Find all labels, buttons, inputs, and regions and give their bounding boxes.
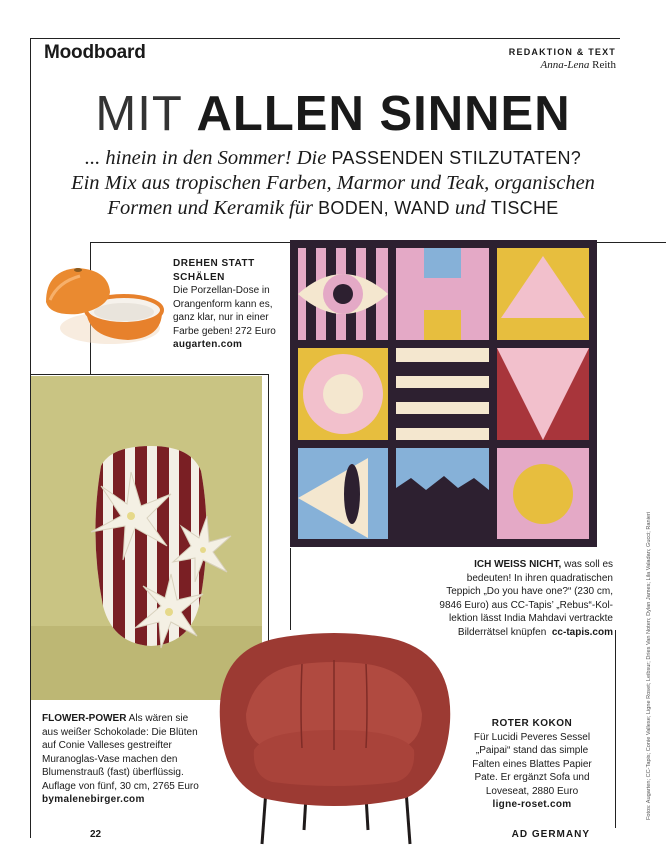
caption-vase: FLOWER-POWER Als wären sie aus weißer Schokolade: Die Blüten auf Conie Valleses gestreifter Muranoglas-Vase machen den Blumenstrauß (fast) überflüssig. Auflage von fünf, 30 cm, 2765 Euro bymalenebirger.com: [42, 712, 202, 807]
section-label: Moodboard: [44, 42, 146, 63]
headline-bold: ALLEN SINNEN: [196, 87, 571, 141]
deck-text: ... hinein in den Sommer! Die PASSENDEN STILZUTATEN? Ein Mix aus tropischen Farben, Marmor und Teak, organischen Formen und Keramik für BODEN, WAND und TISCHE: [71, 147, 595, 219]
page-headline: [0, 86, 666, 142]
rug-url[interactable]: cc-tapis.com: [551, 626, 613, 638]
top-rule: [30, 38, 620, 39]
headline-light: MIT: [95, 87, 182, 141]
caption-rug: ICH WEISS NICHT, was soll es bedeuten! In ihren quadratischen Teppich „Do you have one?“ (230 cm, 9846 Euro) aus CC-Tapis’ „Rebus“-Kol- lektion lässt India Mahdavi vertrackte Bilderrätsel knüpfen cc-tapis.com: [439, 559, 613, 638]
orange-box-bottom-rule: [31, 374, 269, 375]
author-credit: [509, 46, 616, 72]
magazine-name: AD GERMANY: [511, 829, 590, 840]
paipai-armchair-image: [206, 630, 461, 850]
orange-url[interactable]: augarten.com: [173, 339, 243, 350]
photo-credits: Fotos: Augarten; CC-Tapis; Conie Vallese; Ligne Roset; Leibsur; Dries Van Noten; Dylan James; Lila Valadan; Gucci; Ranieri: [646, 511, 652, 820]
chair-box-rule: [615, 630, 616, 828]
vase-url[interactable]: bymalenebirger.com: [42, 794, 145, 805]
orange-porcelain-box-image: [38, 262, 168, 352]
rebus-rug-image: [290, 240, 597, 547]
page-number: 22: [90, 829, 102, 840]
chair-url[interactable]: ligne-roset.com: [492, 799, 572, 810]
author-name: Anna-Lena Reith: [540, 59, 616, 71]
caption-orange-box: DREHEN STATT SCHÄLEN Die Porzellan-Dose in Orangenform kann es, ganz klar, nur in einer Farbe geben! 272 Euro augarten.com: [173, 257, 285, 352]
credit-caption: REDAKTION & TEXT: [508, 47, 616, 57]
caption-chair: ROTER KOKON Für Lucidi Peveres Sessel „Paipai“ stand das simple Falten eines Blattes Papier Pate. Er ergänzt Sofa und Loveseat, 2880 Euro ligne-roset.com: [466, 717, 598, 812]
